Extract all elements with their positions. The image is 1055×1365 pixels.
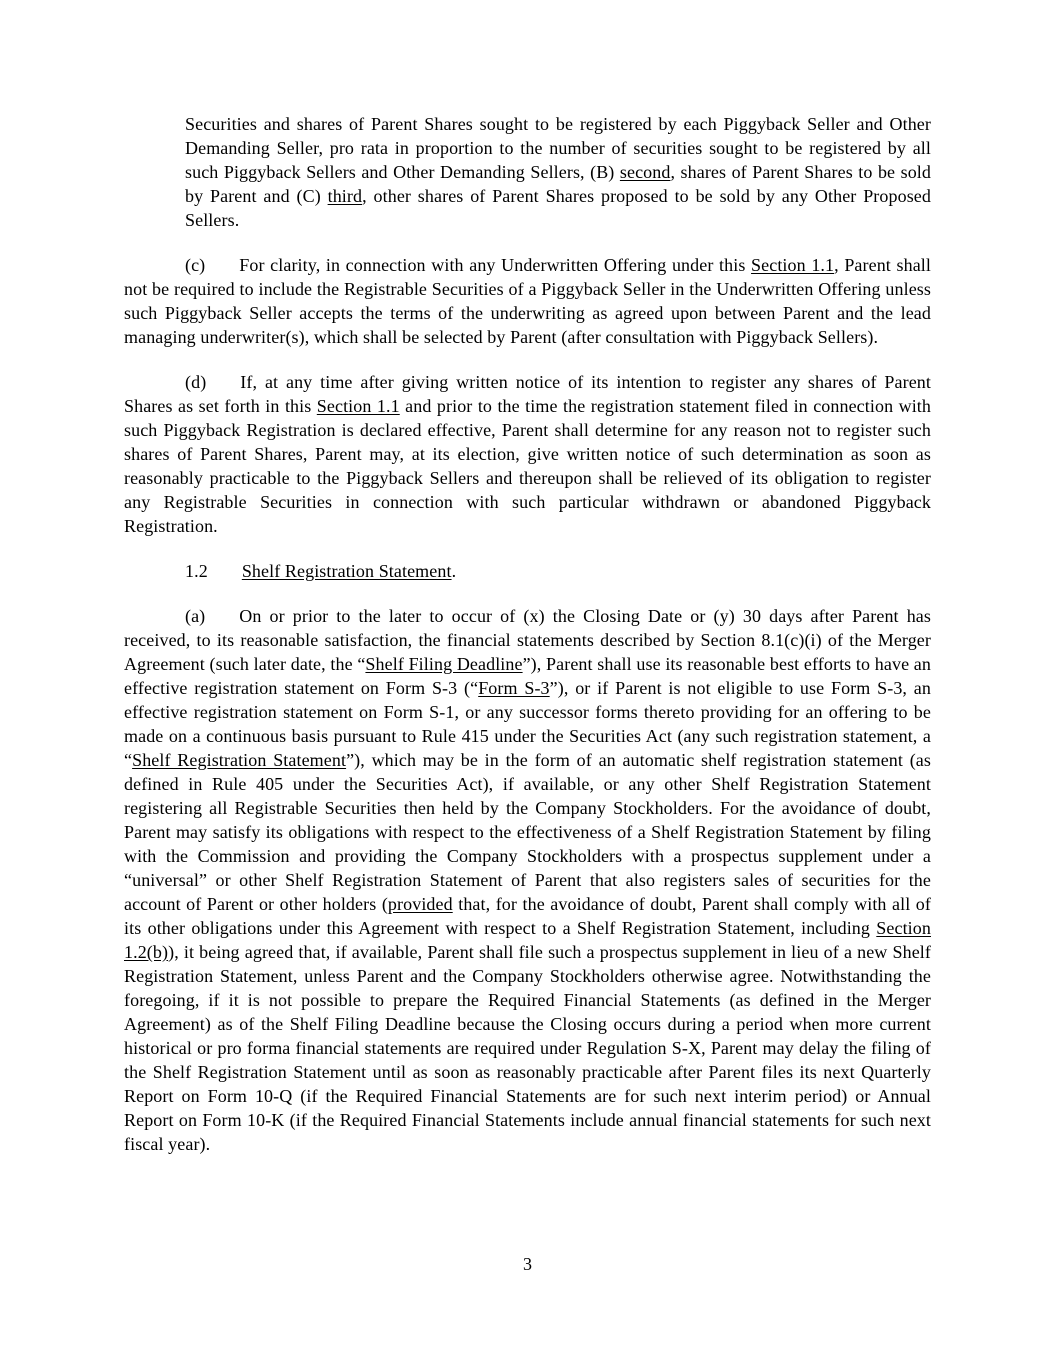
text-run: (a) [185, 606, 206, 626]
underlined-term: Shelf Filing Deadline [365, 654, 523, 674]
text-run: ”), Parent shall use its reasonable best efforts to have an effective registration statement on Form S-3 (“ [124, 654, 931, 698]
clause-d [124, 370, 931, 538]
underlined-term: Section 1.2(b) [124, 918, 931, 962]
text-run: that, for the avoidance of doubt, Parent shall comply with all of its other obligations under this Agreement with respect to a Shelf Registration Statement, including [124, 894, 932, 938]
clause-b-continuation [185, 112, 931, 232]
text-run: , shares of Parent Shares to be sold by Parent and (C) [185, 162, 932, 206]
section-1-2-heading [124, 559, 931, 583]
text-run: ”), or if Parent is not eligible to use Form S-3, an effective registration statement on Form S-1, or any successor forms thereto providing for an offering to be made on a continuous basis pursuant to Rule 415 under the Securities Act (any such registration statement, a “ [124, 678, 931, 770]
text-run: (c) [185, 255, 206, 275]
clause-a [124, 604, 931, 1156]
clause-c [124, 253, 931, 349]
text-run: and prior to the time the registration statement filed in connection with such Piggyback Registration is declared effective, Parent shall determine for any reason not to register such shares of Parent Shares, Parent may, at its election, give written notice of such determination as soon as reasonably practicable to the Piggyback Sellers and thereupon shall be relieved of its obligation to register any Registrable Securities in connection with such particular withdrawn or abandoned Piggyback Registration. [124, 396, 932, 536]
text-run: For clarity, in connection with any Underwritten Offering under this [239, 255, 752, 275]
underlined-term: Shelf Registration Statement [241, 561, 452, 581]
underlined-term: second [619, 162, 671, 182]
text-run: If, at any time after giving written notice of its intention to register any shares of Parent Shares as set forth in this [124, 372, 931, 416]
text-run: 1.2 [185, 561, 208, 581]
text-run: ), it being agreed that, if available, Parent shall file such a prospectus supplement in lieu of a new Shelf Registration Statement, unless Parent and the Company Stockholders otherwise agree. Notwithstanding the foregoing, if it is not possible to prepare the Required Financial Statements (as defined in the Merger Agreement) as of the Shelf Filing Deadline because the Closing occurs during a period when more current historical or pro forma financial statements are required under Regulation S-X, Parent may delay the filing of the Shelf Registration Statement until as soon as reasonably practicable after Parent files its next Quarterly Report on Form 10-Q (if the Required Financial Statements are for such next interim period) or Annual Report on Form 10-K (if the Required Financial Statements include annual financial statements for such next fiscal year). [124, 942, 931, 1154]
underlined-term: provided [387, 894, 453, 914]
text-run: . [451, 561, 457, 581]
text-run: (d) [185, 372, 207, 392]
underlined-term: third [327, 186, 363, 206]
text-run: , Parent shall not be required to include the Registrable Securities of a Piggyback Seller in the Underwritten Offering unless such Piggyback Seller accepts the terms of the underwriting as agreed upon between Parent and the lead managing underwriter(s), which shall be selected by Parent (after consultation with Piggyback Sellers). [124, 255, 931, 347]
text-run: Securities and shares of Parent Shares sought to be registered by each Piggyback Seller and Other Demanding Seller, pro rata in proportion to the number of securities sought to be registered by all such Piggyback Sellers and Other Demanding Sellers, (B) [185, 114, 931, 182]
underlined-term: Section 1.1 [751, 255, 835, 275]
text-run: On or prior to the later to occur of (x) the Closing Date or (y) 30 days after Parent has received, to its reasonable satisfaction, the financial statements described by Section 8.1(c)(i) of the Merger Agreement (such later date, the “ [124, 606, 931, 674]
underlined-term: Form S-3 [478, 678, 550, 698]
document-body [124, 112, 931, 1177]
underlined-term: Section 1.1 [316, 396, 400, 416]
underlined-term: Shelf Registration Statement [132, 750, 347, 770]
text-run: ”), which may be in the form of an automatic shelf registration statement (as defined in Rule 405 under the Securities Act), if available, or any other Shelf Registration Statement registering all Registrable Securities then held by the Company Stockholders. For the avoidance of doubt, Parent may satisfy its obligations with respect to the effectiveness of a Shelf Registration Statement by filing with the Commission and providing the Company Stockholders with a prospectus supplement under a “universal” or other Shelf Registration Statement of Parent that also registers sales of securities for the account of Parent or other holders ( [124, 750, 931, 914]
text-run: , other shares of Parent Shares proposed to be sold by any Other Proposed Sellers. [185, 186, 931, 230]
page-number: 3 [523, 1254, 532, 1274]
